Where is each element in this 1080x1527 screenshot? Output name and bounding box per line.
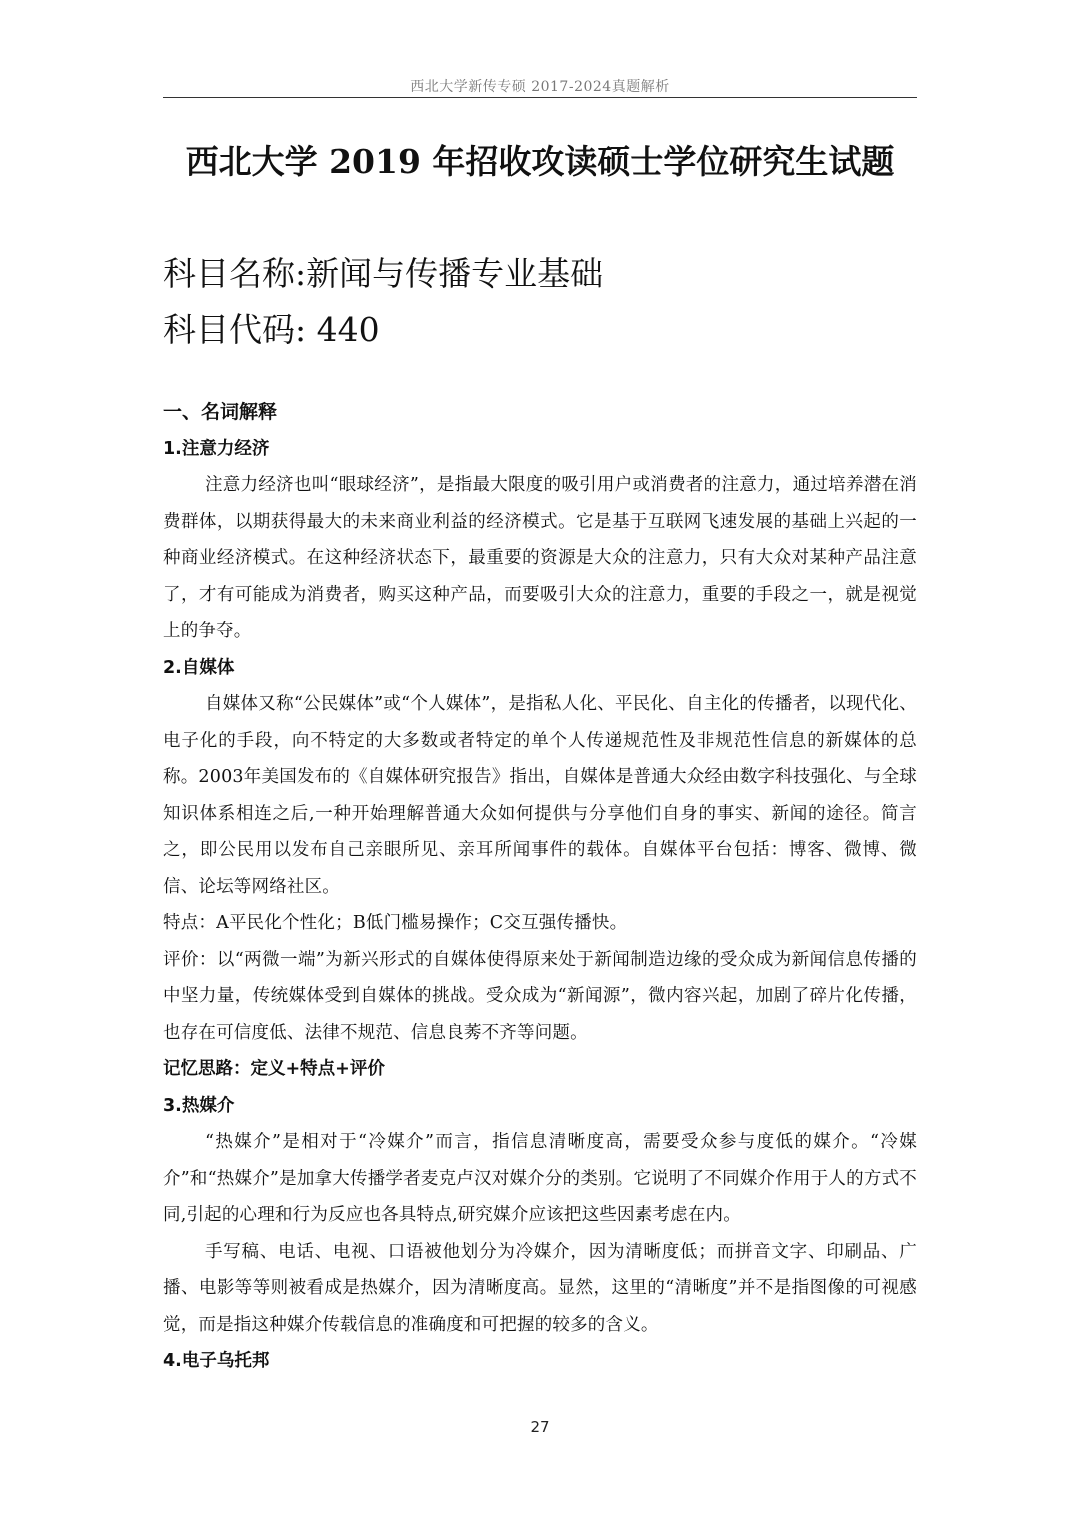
term-evaluation: 评价：以“两微一端”为新兴形式的自媒体使得原来处于新闻制造边缘的受众成为新闻信息传播的中坚力量，传统媒体受到自媒体的挑战。受众成为“新闻源”，微内容兴起，加剧了碎片化传播，也存在可信度低、法律不规范、信息良莠不齐等问题。 (163, 949, 917, 1043)
term-heading-electronic-utopia: 4.电子乌托邦 (163, 1351, 270, 1371)
memory-tip: 记忆思路：定义+特点+评价 (163, 1059, 385, 1079)
subject-block (163, 246, 917, 358)
running-header: 西北大学新传专硕 2017-2024真题解析 (410, 79, 670, 95)
section-heading: 一、名词解释 (163, 401, 278, 423)
page-number: 27 (530, 1418, 550, 1436)
header-divider (163, 97, 917, 98)
term-heading-we-media: 2.自媒体 (163, 657, 235, 678)
term-heading-attention-economy: 1.注意力经济 (163, 438, 270, 459)
document-title: 西北大学 2019 年招收攻读硕士学位研究生试题 (185, 142, 895, 181)
term-paragraph: 注意力经济也叫“眼球经济”，是指最大限度的吸引用户或消费者的注意力，通过培养潜在消费群体，以期获得最大的未来商业利益的经济模式。它是基于互联网飞速发展的基础上兴起的一种商业经济模式。在这种经济状态下，最重要的资源是大众的注意力，只有大众对某种产品注意了，才有可能成为消费者，购买这种产品，而要吸引大众的注意力，重要的手段之一，就是视觉上的争夺。 (163, 475, 917, 641)
term-heading-hot-media: 3.热媒介 (163, 1095, 235, 1116)
subject-code: 科目代码: 440 (163, 310, 380, 349)
term-paragraph: 手写稿、电话、电视、口语被他划分为冷媒介，因为清晰度低；而拼音文字、印刷品、广播、电影等等则被看成是热媒介，因为清晰度高。显然，这里的“清晰度”并不是指图像的可视感觉，而是指这种媒介传载信息的准确度和可把握的较多的含义。 (163, 1241, 917, 1335)
main-content (163, 394, 917, 1380)
subject-name: 科目名称:新闻与传播专业基础 (163, 254, 604, 293)
term-paragraph: “热媒介”是相对于“冷媒介”而言，指信息清晰度高，需要受众参与度低的媒介。“冷媒介”和“热媒介”是加拿大传播学者麦克卢汉对媒介分的类别。它说明了不同媒介作用于人的方式不同,引起的心理和行为反应也各具特点,研究媒介应该把这些因素考虑在内。 (163, 1132, 917, 1225)
term-paragraph: 自媒体又称“公民媒体”或“个人媒体”，是指私人化、平民化、自主化的传播者，以现代化、电子化的手段，向不特定的大多数或者特定的单个人传递规范性及非规范性信息的新媒体的总称。2003年美国发布的《自媒体研究报告》指出，自媒体是普通大众经由数字科技强化、与全球知识体系相连之后,一种开始理解普通大众如何提供与分享他们自身的事实、新闻的途径。简言之，即公民用以发布自己亲眼所见、亲耳所闻事件的载体。自媒体平台包括：博客、微博、微信、论坛等网络社区。 (163, 694, 917, 897)
term-features: 特点：A平民化个性化；B低门槛易操作；C交互强传播快。 (163, 913, 628, 933)
